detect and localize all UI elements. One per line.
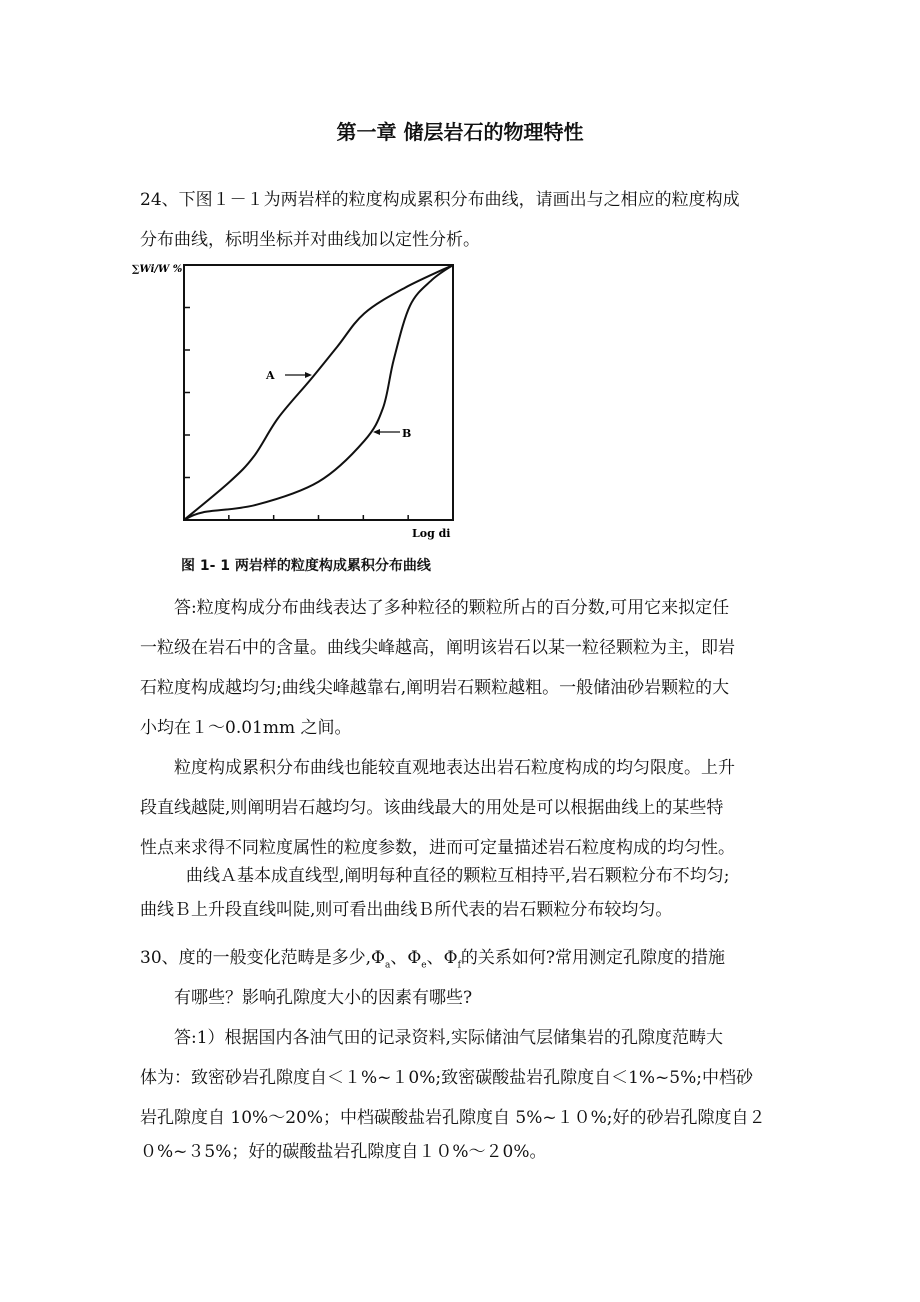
answer-30-line: 岩孔隙度自 10%～20%；中档碳酸盐岩孔隙度自 5%~１０%;好的砂岩孔隙度自２: [140, 1108, 766, 1128]
figure-caption: 图 1- 1 两岩样的粒度构成累积分布曲线: [181, 558, 431, 574]
curve-b-label: B: [402, 427, 412, 440]
q30-text: 的关系如何?常用测定孔隙度的措施: [460, 948, 726, 968]
answer-30-line: ０%~３5%；好的碳酸盐岩孔隙度自１０%～２0%。: [140, 1142, 547, 1162]
chapter-title: 第一章 储层岩石的物理特性: [336, 120, 584, 144]
answer-24-line: 曲线Ｂ上升段直线叫陡,则可看出曲线Ｂ所代表的岩石颗粒分布较均匀。: [140, 900, 673, 920]
question-30-line: [140, 948, 725, 975]
answer-24-line: 一粒级在岩石中的含量。曲线尖峰越高，阐明该岩石以某一粒径颗粒为主，即岩: [140, 638, 735, 658]
q30-text: 30、度的一般变化范畴是多少,Φ: [140, 948, 385, 968]
answer-24-line: 曲线Ａ基本成直线型,阐明每种直径的颗粒互相持平,岩石颗粒分布不均匀;: [186, 866, 730, 886]
arrow-to-curve-b: [373, 429, 400, 435]
answer-24-line: 性点来求得不同粒度属性的粒度参数，进而可定量描述岩石粒度构成的均匀性。: [140, 838, 735, 858]
answer-24-line: 石粒度构成越均匀;曲线尖峰越靠右,阐明岩石颗粒越粗。一般储油砂岩颗粒的大: [140, 678, 730, 698]
question-24-line: 24、下图１－１为两岩样的粒度构成累积分布曲线，请画出与之相应的粒度构成: [140, 190, 740, 210]
phi-e-subscript: e: [421, 960, 427, 971]
x-axis-label: Log di: [412, 527, 451, 540]
cumulative-distribution-figure: [130, 250, 480, 550]
answer-24-line: 段直线越陡,则阐明岩石越均匀。该曲线最大的用处是可以根据曲线上的某些特: [140, 798, 724, 818]
arrow-to-curve-a: [285, 372, 312, 378]
y-axis-label: ∑Wi/W %: [132, 264, 183, 275]
q30-text: 、Φ: [390, 948, 422, 968]
question-24-line: 分布曲线，标明坐标并对曲线加以定性分析。: [140, 230, 480, 250]
phi-f-subscript: f: [457, 960, 461, 971]
phi-a-subscript: a: [384, 960, 391, 971]
curve-a-label: A: [266, 369, 275, 382]
answer-24-line: 粒度构成累积分布曲线也能较直观地表达出岩石粒度构成的均匀限度。上升: [174, 758, 735, 778]
answer-30-line: 答:1）根据国内各油气田的记录资料,实际储油气层储集岩的孔隙度范畴大: [174, 1028, 723, 1048]
answer-24-line: 答:粒度构成分布曲线表达了多种粒径的颗粒所占的百分数,可用它来拟定任: [174, 598, 730, 618]
q30-text: 、Φ: [426, 948, 458, 968]
curve-b: [184, 265, 453, 520]
answer-30-line: 体为：致密砂岩孔隙度自＜１%~１0%;致密碳酸盐岩孔隙度自＜1%~5%;中档砂: [140, 1068, 754, 1088]
question-30-line: 有哪些？影响孔隙度大小的因素有哪些?: [174, 988, 473, 1008]
answer-24-line: 小均在１～0.01mm 之间。: [140, 718, 352, 738]
